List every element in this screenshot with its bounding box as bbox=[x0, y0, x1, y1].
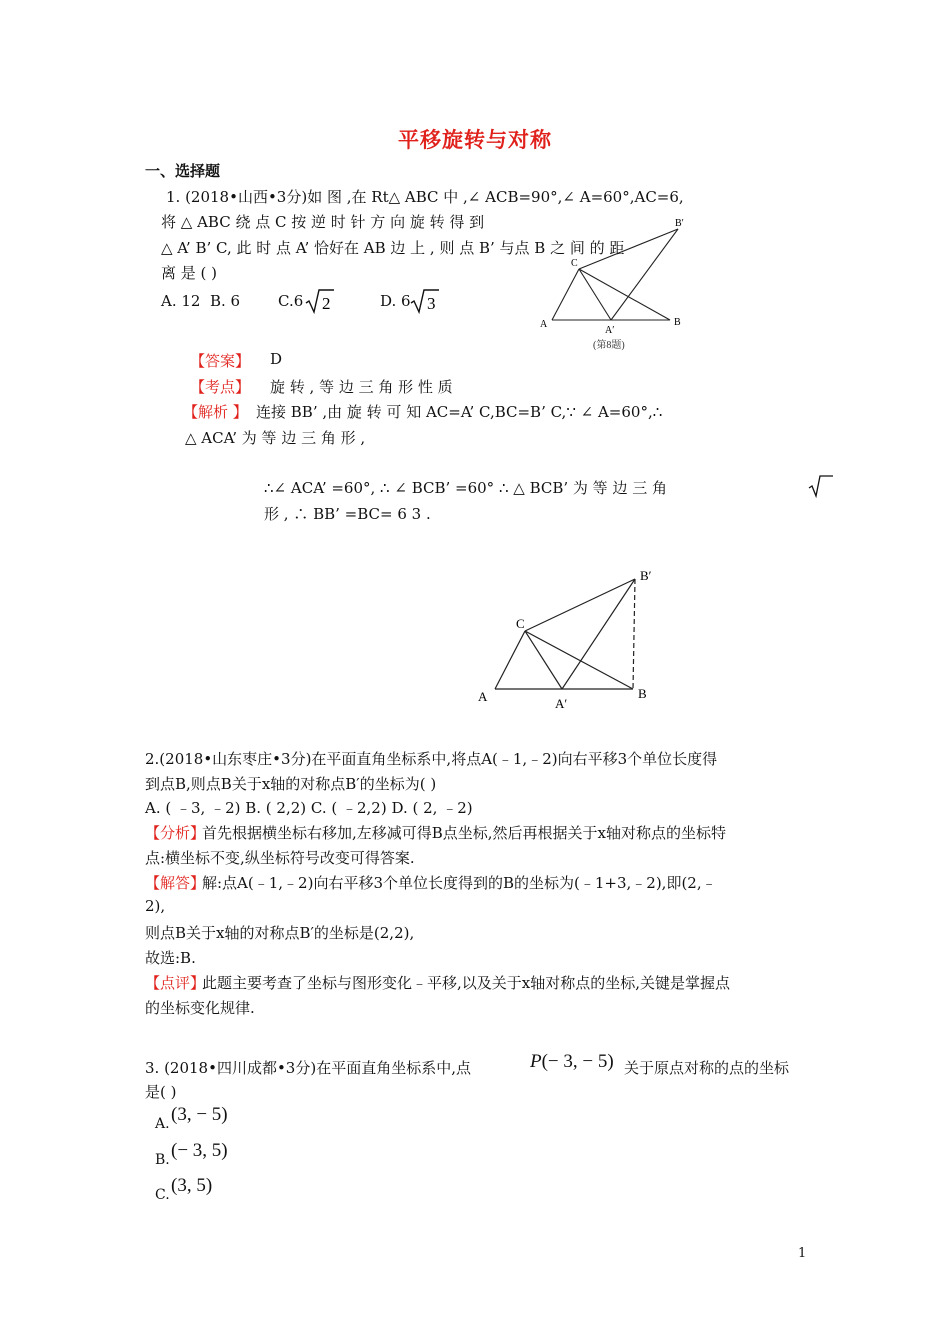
q2-options: A. ( ﹣3, ﹣2) B. ( 2,2) C. ( ﹣2,2) D. ( 2, ﹣2) bbox=[145, 799, 473, 817]
q3-option-c: (3, 5) bbox=[171, 1175, 213, 1196]
q1-point-label: 【考点】 bbox=[190, 378, 251, 396]
fig1-label-a1: A′ bbox=[605, 325, 615, 336]
q2-analysis-label: 【分析】 bbox=[145, 824, 206, 842]
q2-solution-label: 【解答】 bbox=[145, 874, 206, 892]
q1-line2: 将 △ ABC 绕 点 C 按 逆 时 针 方 向 旋 转 得 到 bbox=[161, 213, 485, 231]
q1-figure bbox=[535, 212, 695, 357]
q1-analysis-3: ∴∠ ACA’ =60°, ∴ ∠ BCB’ =60° ∴ △ BCB’ 为 等 边 三 角 bbox=[264, 479, 667, 497]
q1-option-a: A. 12 bbox=[161, 292, 201, 310]
fig1-label-c: C bbox=[571, 258, 578, 269]
fig1-label-a: A bbox=[540, 319, 548, 330]
q2-solution-1: 解:点A(﹣1,﹣2)向右平移3个单位长度得到的B的坐标为(﹣1+3,﹣2),即(2,﹣ bbox=[202, 874, 717, 892]
sqrt-icon bbox=[305, 288, 335, 314]
q1-sqrt-d: 3 bbox=[427, 294, 436, 313]
fig2-label-c: C bbox=[516, 616, 525, 631]
q2-comment-1: 此题主要考查了坐标与图形变化﹣平移,以及关于x轴对称点的坐标,关键是掌握点 bbox=[202, 974, 730, 992]
q1-answer: D bbox=[270, 350, 283, 368]
q2-line1: 2.(2018•山东枣庄•3分)在平面直角坐标系中,将点A(﹣1,﹣2)向右平移3个单位长度得 bbox=[145, 750, 718, 768]
q1-point: 旋 转 , 等 边 三 角 形 性 质 bbox=[270, 378, 453, 396]
q2-solution-4: 故选:B. bbox=[145, 949, 196, 967]
q2-line2: 到点B,则点B关于x轴的对称点B′的坐标为( ) bbox=[145, 775, 437, 793]
q2-comment-2: 的坐标变化规律. bbox=[145, 999, 255, 1017]
q3-line1-a: 3. (2018•四川成都•3分)在平面直角坐标系中,点 bbox=[145, 1059, 471, 1077]
q2-solution-2: 2), bbox=[145, 897, 166, 915]
fig1-label-b1: B′ bbox=[675, 218, 684, 229]
fig2-label-a1: A′ bbox=[555, 696, 568, 711]
sqrt-icon bbox=[410, 288, 440, 314]
q1-option-c: C.6 bbox=[278, 292, 304, 310]
q1-answer-label: 【答案】 bbox=[190, 352, 251, 370]
q3-point bbox=[530, 1051, 614, 1073]
fig2-label-b: B bbox=[638, 686, 647, 701]
q3-option-a-label: A. bbox=[155, 1116, 170, 1132]
q3-option-b-label: B. bbox=[155, 1152, 170, 1168]
q1-analysis-label: 【解析 】 bbox=[183, 403, 248, 421]
q2-analysis-1: 首先根据横坐标右移加,左移减可得B点坐标,然后再根据关于x轴对称点的坐标特 bbox=[202, 824, 727, 842]
q3-option-c-label: C. bbox=[155, 1187, 170, 1203]
fig1-label-b: B bbox=[674, 317, 681, 328]
q2-analysis-2: 点:横坐标不变,纵坐标符号改变可得答案. bbox=[145, 849, 415, 867]
q1-line3: △ A’ B’ C, 此 时 点 A’ 恰好在 AB 边 上 , 则 点 B’ 与点 B 之 间 的 距 bbox=[161, 239, 625, 257]
q2-solution-3: 则点B关于x轴的对称点B′的坐标是(2,2), bbox=[145, 924, 415, 942]
q1-option-d: D. 6 bbox=[380, 292, 411, 310]
q3-point-name: P bbox=[530, 1051, 542, 1072]
q3-option-b: (− 3, 5) bbox=[171, 1140, 228, 1161]
q1-analysis-2: △ ACA’ 为 等 边 三 角 形 , bbox=[185, 429, 366, 447]
q1-sqrt-c: 2 bbox=[322, 294, 331, 313]
q1-solution-figure bbox=[470, 560, 660, 715]
q2-comment-label: 【点评】 bbox=[145, 974, 206, 992]
page-title: 平移旋转与对称 bbox=[398, 127, 552, 152]
q1-analysis-1: 连接 BB’ ,由 旋 转 可 知 AC=A’ C,BC=B’ C,∵ ∠ A=60°,∴ bbox=[256, 403, 663, 421]
q1-line1: 1. (2018•山西•3分)如 图 ,在 Rt△ ABC 中 ,∠ ACB=90°,∠ A=60°,AC=6, bbox=[166, 188, 684, 206]
q3-point-coords: (− 3, − 5) bbox=[541, 1051, 614, 1072]
fig2-label-a: A bbox=[478, 689, 488, 704]
q1-analysis-4: 形 , ∴ BB’ =BC= 6 3 . bbox=[264, 505, 431, 523]
q1-line4: 离 是 ( ) bbox=[161, 264, 218, 282]
fig2-label-b1: B′ bbox=[640, 568, 652, 583]
q1-option-b: B. 6 bbox=[210, 292, 241, 310]
q3-line1-b: 关于原点对称的点的坐标 bbox=[624, 1059, 790, 1077]
fig1-caption: (第8题) bbox=[593, 340, 625, 351]
q3-line2: 是( ) bbox=[145, 1083, 177, 1101]
section-heading: 一、选择题 bbox=[145, 162, 221, 180]
page-number: 1 bbox=[798, 1246, 807, 1261]
q3-option-a: (3, − 5) bbox=[171, 1104, 228, 1125]
sqrt-icon bbox=[808, 474, 834, 498]
